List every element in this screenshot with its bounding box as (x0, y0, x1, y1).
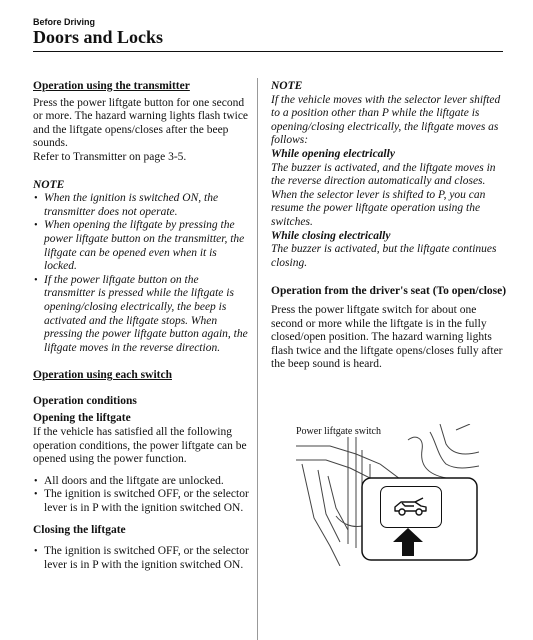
list-item: • The ignition is switched OFF, or the selector lever is in P with the ignition switched ON. (33, 545, 251, 572)
list-item: • All doors and the liftgate are unlocked. (33, 475, 251, 489)
list-item: • When the ignition is switched ON, the transmitter does not operate. (33, 192, 251, 219)
operation-conditions-heading: Operation conditions (33, 394, 137, 407)
note-heading-left: NOTE (33, 178, 65, 191)
arrow-up-icon (393, 528, 423, 556)
opening-conditions-list (33, 475, 251, 516)
closing-conditions-list (33, 545, 251, 572)
closing-liftgate-heading: Closing the liftgate (33, 523, 126, 536)
list-item: • If the power liftgate button on the transmitter is pressed while the liftgate is opening/closing electrically, the beep is activated and the liftgate stops. When pressing the power liftgate button again, the liftgate moves in the reverse direction. (33, 274, 251, 356)
while-closing-heading: While closing electrically (271, 229, 391, 242)
liftgate-switch-button[interactable] (380, 486, 442, 528)
transmitter-body: Press the power liftgate button for one second or more. The hazard warning lights flash twice and the liftgate opens/closes after the beep sounds. (33, 96, 249, 150)
left-column (33, 80, 251, 572)
note-list-left (33, 192, 251, 355)
title-rule (33, 51, 503, 52)
while-opening-heading: While opening electrically (271, 147, 395, 160)
driver-seat-heading: Operation from the driver's seat (To open/close) (271, 285, 507, 298)
note-heading-right: NOTE (271, 80, 303, 92)
driver-seat-body: Press the power liftgate switch for about one second or more while the liftgate is in the fully closed/open position. The hazard warning lights flash twice and the liftgate opens/closes fully after the beep sound is heard. (271, 303, 503, 371)
right-column (271, 80, 507, 372)
liftgate-car-icon (393, 497, 429, 517)
page-title: Doors and Locks (33, 27, 164, 47)
while-opening-body: The buzzer is activated, and the liftgate moves in the reverse direction automatically and closes. When the selector lever is shifted to P, you can resume the power liftgate operation using the switches. (271, 161, 496, 228)
transmitter-refer: Refer to Transmitter on page 3-5. (33, 150, 187, 163)
opening-liftgate-heading: Opening the liftgate (33, 412, 131, 425)
note-intro: If the vehicle moves with the selector lever shifted to a position other than P while the liftgate is opening/closing electrically, the liftgate moves as follows: (271, 93, 501, 147)
while-closing-body: The buzzer is activated, but the liftgate continues closing. (271, 243, 497, 269)
each-switch-heading: Operation using each switch (33, 369, 172, 382)
list-item: • The ignition is switched OFF, or the selector lever is in P with the ignition switched ON. (33, 488, 251, 515)
power-liftgate-switch-figure (296, 424, 479, 566)
figure-label: Power liftgate switch (296, 426, 381, 437)
transmitter-heading: Operation using the transmitter (33, 80, 190, 92)
column-divider (257, 78, 258, 640)
opening-liftgate-body: If the vehicle has satisfied all the following operation conditions, the power liftgate can be opened using the power function. (33, 426, 247, 466)
list-item: • When opening the liftgate by pressing the power liftgate button on the transmitter, the liftgate can be opened even when it is locked. (33, 219, 251, 273)
section-label: Before Driving (33, 17, 96, 27)
